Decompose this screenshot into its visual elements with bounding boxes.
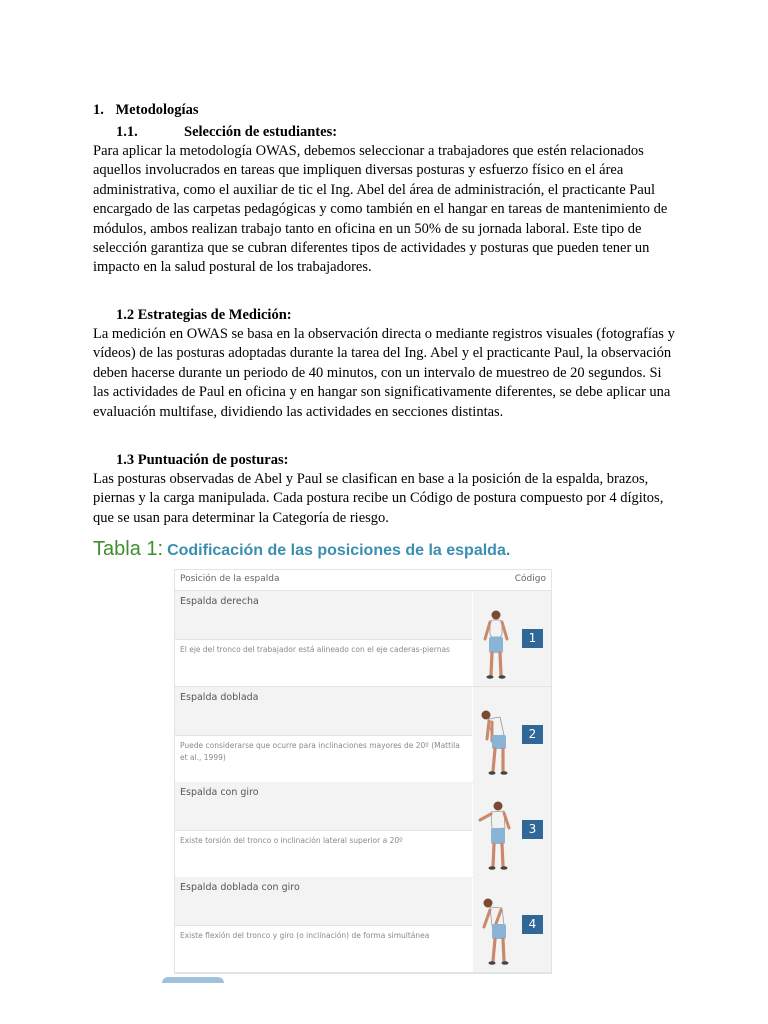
bent-twisted-figure-icon [474,895,518,967]
table-row [175,877,551,973]
table-row [175,687,551,783]
header-back-position: Posición de la espalda [180,574,280,584]
row-description-cell [175,925,472,972]
table-header [175,570,551,591]
code-badge: 4 [522,915,543,934]
section-1-1-title: Selección de estudiantes: [184,124,338,140]
section-1-1-number: 1.1. [116,124,138,140]
twisted-trunk-figure-icon [474,800,518,872]
section-1-3-heading: 1.3 Puntuación de posturas: [116,452,289,468]
section-1-1-heading [116,123,338,142]
code-badge: 1 [522,629,543,648]
row-description-cell [175,735,472,782]
back-position-table [174,569,552,974]
row-description-cell [175,830,472,877]
section-1-number: 1. [93,102,104,118]
section-1-3-body: Las posturas observadas de Abel y Paul se clasifican en base a la posición de la espalda, brazos, piernas y la carga manipulada. Cada postura recibe un Código de postura compuesto por 4 dígitos, que se usan para determinar la Categoría de riesgo. [93,471,664,526]
section-1-2-heading: 1.2 Estrategias de Medición: [116,307,292,323]
row-title: Espalda doblada [175,687,472,735]
bent-forward-figure-icon [474,705,518,777]
page-break-tab [162,977,224,983]
row-description-cell [175,639,472,686]
section-1-heading [93,101,198,120]
section-1-1-body: Para aplicar la metodología OWAS, debemos seleccionar a trabajadores que estén relacionados aquellos involucrados en tareas que impliquen diversas posturas y esfuerzo físico en el área administrativa, como el auxiliar de tic el Ing. Abel del área de administración, el practicante Paul encargado de las carpetas pedagógicas y como también en el hangar en tareas de mantenimiento de módulos, ambos realizan trabajo tanto en oficina en un 50% de su jornada laboral. Este tipo de selección garantiza que se cubran diferentes tipos de actividades y posturas que pueden tener un impacto en la salud postural de los trabajadores. [93,143,668,276]
row-description: Existe torsión del tronco o inclinación lateral superior a 20º [175,831,472,877]
row-title: Espalda doblada con giro [175,877,472,925]
standing-upright-figure-icon [474,609,518,681]
table-caption-title: Codificación de las posiciones de la espalda. [167,542,511,559]
row-title: Espalda con giro [175,782,472,830]
row-title: Espalda derecha [175,591,472,639]
table-caption-prefix: Tabla 1: [93,538,164,560]
table-row [175,782,551,878]
code-badge: 2 [522,725,543,744]
table-row [175,591,551,687]
section-1-title: Metodologías [115,102,199,118]
row-description: Existe flexión del tronco y giro (o inclinación) de forma simultánea [175,926,472,972]
code-badge: 3 [522,820,543,839]
row-description: Puede considerarse que ocurre para inclinaciones mayores de 20º (Mattila et al., 1999) [175,736,472,782]
section-1-2-body: La medición en OWAS se basa en la observación directa o mediante registros visuales (fotografías y vídeos) de las posturas adoptadas durante la tarea del Ing. Abel y el practicante Paul, la observación deben hacerse durante un periodo de 40 minutos, con un intervalo de muestreo de 20 segundos. Si las actividades de Paul en oficina y en hangar son significativamente diferentes, se debe aplicar una evaluación multifase, dividiendo las actividades en secciones distintas. [93,326,675,420]
row-description: El eje del tronco del trabajador está alineado con el eje caderas-piernas [175,640,472,686]
table-caption [93,538,510,561]
header-code: Código [514,574,546,584]
